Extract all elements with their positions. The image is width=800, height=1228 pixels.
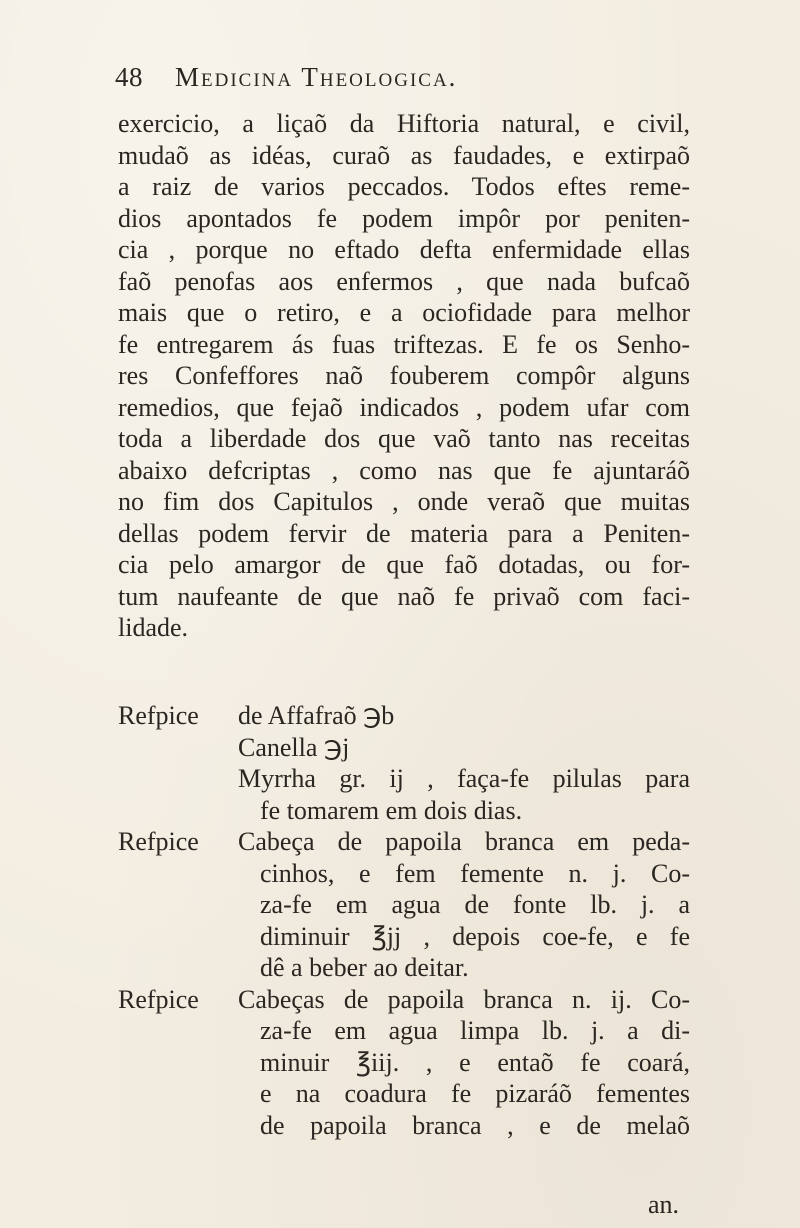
recipe-line: za-fe em agua de fonte lb. j. a xyxy=(260,890,690,919)
recipe-line: Myrrha gr. ij , faça-fe pilulas para xyxy=(238,764,690,793)
recipe-line: cinhos, e fem femente n. j. Co- xyxy=(260,858,690,888)
text-line: fe entregarem ás fuas triftezas. E fe os Senho- xyxy=(118,329,690,359)
text-line: faõ penofas aos enfermos , que nada bufcaõ xyxy=(118,266,690,296)
catchword: an. xyxy=(648,1190,680,1219)
recipe-label: Refpice xyxy=(118,827,199,856)
text-line: tum naufeante de que naõ fe privaõ com faci- xyxy=(118,581,690,611)
text-line: mais que o retiro, e a ociofidade para melhor xyxy=(118,298,690,327)
recipe-label: Refpice xyxy=(118,701,199,730)
recipe-list xyxy=(118,700,690,1141)
recipe-line: dê a beber ao deitar. xyxy=(260,953,469,982)
recipe-text xyxy=(238,984,690,1142)
text-line: lidade. xyxy=(118,613,189,642)
text-line: cia pelo amargor de que faõ dotadas, ou for- xyxy=(118,550,690,579)
running-title: Medicina Theologica. xyxy=(175,62,458,92)
recipe-line: za-fe em agua limpa lb. j. a di- xyxy=(260,1016,690,1045)
text-line: mudaõ as idéas, curaõ as faudades, e extirpaõ xyxy=(118,140,690,170)
recipe-line: de Affafraõ ℈b xyxy=(238,701,395,730)
recipe-line: e na coadura fe pizaráõ fementes xyxy=(260,1079,690,1108)
recipe-label: Refpice xyxy=(118,984,199,1014)
recipe-entry xyxy=(118,826,690,984)
recipe-entry xyxy=(118,984,690,1142)
text-line: cia , porque no eftado defta enfermidade ellas xyxy=(118,235,690,264)
recipe-text xyxy=(238,700,690,826)
recipe-line: fe tomarem em dois dias. xyxy=(260,795,523,825)
recipe-line: Canella ℈j xyxy=(238,732,350,762)
recipe-line: diminuir ℥jj , depois coe-fe, e fe xyxy=(260,921,690,951)
recipe-line: Cabeças de papoila branca n. ij. Co- xyxy=(238,984,690,1014)
text-line: dios apontados fe podem impôr por peniten- xyxy=(118,203,690,233)
recipe-line: de papoila branca , e de melaõ xyxy=(260,1110,690,1140)
text-line: no fim dos Capitulos , onde veraõ que muitas xyxy=(118,487,690,516)
text-line: toda a liberdade dos que vaõ tanto nas receitas xyxy=(118,424,690,453)
text-line: dellas podem fervir de materia para a Peniten- xyxy=(118,518,690,548)
text-line: res Confeffores naõ fouberem compôr alguns xyxy=(118,361,690,390)
recipe-text xyxy=(238,826,690,984)
recipe-line: minuir ℥iij. , e entaõ fe coará, xyxy=(260,1047,690,1077)
recipe-line: Cabeça de papoila branca em peda- xyxy=(238,827,690,856)
page-number: 48 xyxy=(115,62,143,92)
recipe-entry xyxy=(118,700,690,826)
text-line: exercicio, a liçaõ da Hiftoria natural, e civil, xyxy=(118,109,690,138)
text-line: remedios, que fejaõ indicados , podem ufar com xyxy=(118,392,690,422)
page-header xyxy=(115,62,715,102)
text-line: abaixo defcriptas , como nas que fe ajuntaráõ xyxy=(118,455,690,485)
body-paragraph xyxy=(118,108,690,644)
text-line: a raiz de varios peccados. Todos eftes reme- xyxy=(118,172,690,201)
